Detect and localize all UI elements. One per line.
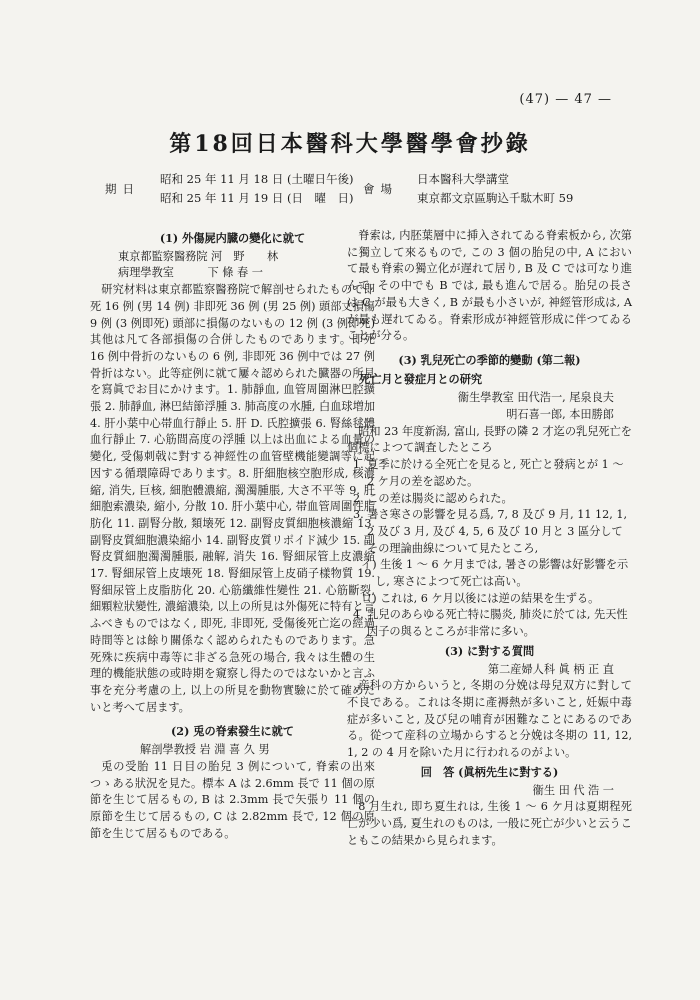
right-column <box>347 228 632 849</box>
section-2-author: 解剖學教授 岩 淵 喜 久 男 <box>140 743 270 757</box>
venue-label: 會場 <box>363 182 398 196</box>
question-title: (3) に對する質問 <box>444 643 535 658</box>
list-item: ロ) これは, 6 ケ月以後には逆の結果を生ずる。 <box>361 591 600 605</box>
page-title: 第18回日本醫科大學醫學會抄錄 <box>169 131 531 157</box>
section-3-title: (3) 乳兒死亡の季節的變動 (第二報) <box>398 352 581 367</box>
section-1-body: 研究材料は東京都監察醫務院で解剖せられたもので即死 16 例 (男 14 例) 非即死 36 例 (男 25 例) 頭部丈損傷 9 例 (3 例即死) 頭部に損傷のないもの 12 例 (3 例即死) 其他は凡て各部損傷の合併したものであります。即死 16 例中骨折のないもの 6 例, 非即死 36 例中では 27 例骨折はない。此等症例に就て屢々認められた臓器の所見を寫眞でお目にかけます。1. 肺靜血, 血管周圍淋巴腔擴張 2. 肺靜血, 淋巴結節浮腫 3. 肺高度の水腫, 白血球増加 4. 肝小葉中心帯血行靜止 5. 肝 D. 氏腔擴張 6. 腎絲毬體血行靜止 7. 心筋間高度の浮腫 以上は出血による血量の變化, 受傷刺戟に對する神經性の血管壁機能變調等に起因する循環障碍であります。8. 肝細胞核空胞形成, 核濃縮, 消失, 巨核, 細胞體濃縮, 濁濁腫脹, 大さ不平等 9. 肝細胞索濃染, 縮小, 分散 10. 肝小葉中心, 帯血管周圍性脂肪化 11. 副腎分散, 類壊死 12. 副腎皮質細胞核濃縮 13. 副腎皮質細胞濃染縮小 14. 副腎皮質リポイド減少 15. 副腎皮質細胞濁濁腫脹, 融解, 消失 16. 腎細尿管上皮濃縮 17. 腎細尿管上皮壊死 18. 腎細尿管上皮硝子樣物質 19. 腎細尿管上皮脂肪化 20. 心筋纖維性變性 21. 心筋斷裂, 細顆粒狀變性, 濃縮濃染, 以上の所見は外傷死に特有と言ふべきものではなく, 即死, 非即死, 受傷後死亡迄の經過時間等とは餘り關係なく認められたものであります。急死殊に疾病中毒等に非ざる急死の場合, 我々は生體の生理的機能狀態の或時期を窺察し得たのではないかと言ふ事を充分考慮の上, 以上の所見を動物實驗に於て確めたいと考へて居ます。 <box>90 283 375 714</box>
question-body: 産科の方からいうと, 冬期の分娩は母兒双方に對して不良である。これは冬期に產褥熱が多いこと, 妊娠中毒症が多いこと, 及び兒の哺育が困難なことにあるのである。從つて産科の立場からすると分娩は冬期の 11, 12, 1, 2 の 4 月を除いた月に行われるのがよい。 <box>347 679 632 760</box>
meeting-date-2: 昭和 25 年 11 月 19 日 (日 曜 日) <box>160 191 354 205</box>
answer-title: 回 答 (眞柄先生に對する) <box>420 764 559 779</box>
section-2-title: (2) 兎の脊索發生に就て <box>171 724 294 739</box>
list-item: イ) 生後 1 ～ 6 ケ月までは, 暑さの影響は好影響を示し, 寒さによつて死亡は高い。 <box>361 558 629 589</box>
page-number: (47) — 47 — <box>519 92 612 107</box>
meeting-date-1: 昭和 25 年 11 月 18 日 (土曜日午後) <box>160 172 354 186</box>
date-label: 期日 <box>105 182 140 196</box>
venue-address: 東京都文京區駒込千駄木町 59 <box>417 191 574 205</box>
list-item: 2. この差は腸炎に認められた。 <box>353 491 513 505</box>
section-1-author-1: 東京都監察醫務院 河 野 林 <box>118 249 279 263</box>
venue-name: 日本醫科大學講堂 <box>417 172 509 186</box>
section-2-body-continued: 脊索は, 内胚葉層中に挿入されてゐる脊索板から, 次第に獨立して來るもので, この 3 個の胎兒の中, A において最も脊索の獨立化が遅れて居り, B 及 C では可なり進んで, その中でも B では, 最も進んで居る。胎兒の長さは C が最も大きく, B が最も小さいが, 神經管形成は, A が最も遅れてゐる。脊索形成が神經管形成に伴つてゐることが分る。 <box>347 229 632 343</box>
answer-author: 衞生 田 代 浩 一 <box>532 783 614 797</box>
list-item: 3. 暑さ寒さの影響を見る爲, 7, 8 及び 9 月, 11 12, 1, 2 及び 3 月, 及び 4, 5, 6 及び 10 月と 3 區分してその理論曲線について見たところ, <box>353 508 628 555</box>
section-3-author-2: 明石喜一郎, 本田勝郎 <box>506 408 614 422</box>
section-2-body: 兎の受胎 11 日目の胎兒 3 例について, 脊索の出來つゝある狀況を見た。標本 A は 2.6mm 長で 11 個の原節を生じて居るもの, B は 2.3mm 長で矢張り 11 個の原節を生じて居るもの, C は 2.82mm 長で, 12 個の原節を生じて居るものである。 <box>90 759 375 840</box>
section-3-subtitle: 死亡月と發症月との研究 <box>359 371 483 386</box>
left-column <box>90 228 375 842</box>
section-1-author-2: 病理學教室 下 條 春 一 <box>118 266 263 280</box>
section-1-title: (1) 外傷屍内臓の變化に就て <box>159 231 306 245</box>
meeting-dates <box>160 170 353 208</box>
section-3-author-1: 衞生學教室 田代浩一, 尾泉良夫 <box>457 391 614 405</box>
answer-body: 8 月生れ, 即ち夏生れは, 生後 1 ～ 6 ケ月は夏期程死亡が少い爲, 夏生れのものは, 一般に死亡が少いと云うこともこの結果から見られます。 <box>347 800 632 847</box>
list-item: 4. 乳兒のあらゆる死亡特に腸炎, 肺炎に於ては, 先天性因子の與るところが非常に多い。 <box>353 608 628 639</box>
section-3-intro: 昭和 23 年度新潟, 富山, 長野の隣 2 才迄の乳兒死亡を個標によつて調査したところ <box>347 424 632 455</box>
meeting-venue <box>417 170 573 208</box>
question-author: 第二産婦人科 眞 柄 正 直 <box>487 662 614 676</box>
list-item: 1. 夏季に於ける全死亡を見ると, 死亡と發病とが 1 ～ 2 ケ月の差を認めた。 <box>353 458 624 488</box>
